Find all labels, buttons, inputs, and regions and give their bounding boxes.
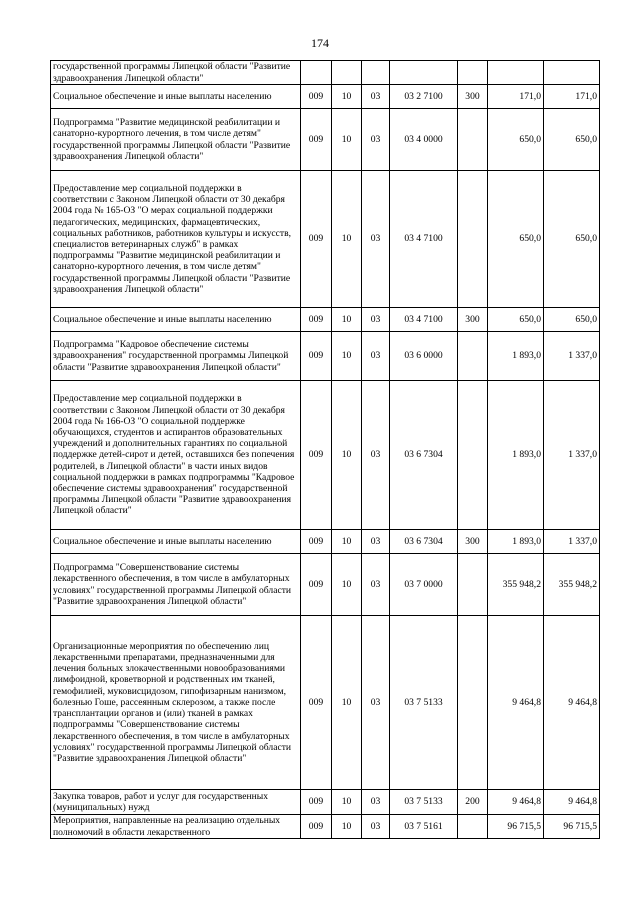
row-expense-type-code: 300 bbox=[458, 530, 488, 554]
page-number: 174 bbox=[311, 36, 329, 50]
row-grbs-code: 009 bbox=[301, 85, 332, 109]
row-section-code: 10 bbox=[332, 381, 362, 530]
row-expense-type-code: 200 bbox=[458, 790, 488, 815]
row-grbs-code: 009 bbox=[301, 616, 332, 790]
row-amount-1: 650,0 bbox=[488, 308, 544, 332]
row-section-code bbox=[332, 61, 362, 85]
row-name: Подпрограмма "Совершенствование системы лекарственного обеспечения, в том числе в амбулаторных условиях" государственной программы Липецкой области "Развитие здравоохранения Липецкой области" bbox=[51, 554, 301, 616]
row-subsection-code: 03 bbox=[362, 332, 390, 381]
row-amount-2: 9 464,8 bbox=[544, 790, 600, 815]
row-grbs-code: 009 bbox=[301, 109, 332, 171]
row-subsection-code: 03 bbox=[362, 616, 390, 790]
row-grbs-code: 009 bbox=[301, 530, 332, 554]
row-name: Подпрограмма "Развитие медицинской реабилитации и санаторно-курортного лечения, в том числе детям" государственной программы Липецкой области "Развитие здравоохранения Липецкой области" bbox=[51, 109, 301, 171]
row-amount-2: 1 337,0 bbox=[544, 530, 600, 554]
row-subsection-code: 03 bbox=[362, 85, 390, 109]
row-expense-type-code bbox=[458, 554, 488, 616]
row-name: Предоставление мер социальной поддержки в соответствии с Законом Липецкой области от 30 декабря 2004 года № 165-ОЗ "О мерах социальной поддержки педагогических, медицинских, фармацевтических, социальных работников, работников культуры и искусств, специалистов ветеринарных служб" в рамках подпрограммы "Развитие медицинской реабилитации и санаторно-курортного лечения, в том числе детям" государственной программы Липецкой области "Развитие здравоохранения Липецкой области" bbox=[51, 171, 301, 308]
table-row bbox=[51, 171, 600, 308]
row-amount-1: 1 893,0 bbox=[488, 332, 544, 381]
row-target-article-code: 03 6 0000 bbox=[390, 332, 458, 381]
row-section-code: 10 bbox=[332, 815, 362, 839]
row-name: Социальное обеспечение и иные выплаты населению bbox=[51, 530, 301, 554]
row-expense-type-code bbox=[458, 109, 488, 171]
row-amount-2: 355 948,2 bbox=[544, 554, 600, 616]
row-subsection-code: 03 bbox=[362, 790, 390, 815]
row-name: Социальное обеспечение и иные выплаты населению bbox=[51, 308, 301, 332]
row-subsection-code: 03 bbox=[362, 109, 390, 171]
row-grbs-code: 009 bbox=[301, 332, 332, 381]
row-subsection-code bbox=[362, 61, 390, 85]
row-expense-type-code: 300 bbox=[458, 308, 488, 332]
row-grbs-code: 009 bbox=[301, 308, 332, 332]
row-name: Предоставление мер социальной поддержки в соответствии с Законом Липецкой области от 30 декабря 2004 года № 166-ОЗ "О социальной поддержке обучающихся, студентов и аспирантов образовательных учреждений и дополнительных гарантиях по социальной поддержке детей-сирот и детей, оставшихся без попечения родителей, в Липецкой области" в части иных видов социальной поддержки в рамках подпрограммы "Кадровое обеспечение системы здравоохранения" государственной программы Липецкой области "Развитие здравоохранения Липецкой области" bbox=[51, 381, 301, 530]
row-expense-type-code: 300 bbox=[458, 85, 488, 109]
row-target-article-code: 03 7 5133 bbox=[390, 616, 458, 790]
row-name: Закупка товаров, работ и услуг для государственных (муниципальных) нужд bbox=[51, 790, 301, 815]
row-grbs-code: 009 bbox=[301, 381, 332, 530]
row-name: Организационные мероприятия по обеспечению лиц лекарственными препаратами, предназначенными для лечения больных злокачественными новообразованиями лимфоидной, кроветворной и родственных им тканей, гемофилией, муковисцидозом, гипофизарным нанизмом, болезнью Гоше, рассеянным склерозом, а также после трансплантации органов и (или) тканей в рамках подпрограммы "Совершенствование системы лекарственного обеспечения, в том числе в амбулаторных условиях" государственной программы Липецкой области "Развитие здравоохранения Липецкой области" bbox=[51, 616, 301, 790]
row-grbs-code: 009 bbox=[301, 815, 332, 839]
row-amount-1: 9 464,8 bbox=[488, 616, 544, 790]
table-row bbox=[51, 61, 600, 85]
row-expense-type-code bbox=[458, 381, 488, 530]
row-subsection-code: 03 bbox=[362, 308, 390, 332]
row-amount-1: 650,0 bbox=[488, 171, 544, 308]
row-amount-1: 1 893,0 bbox=[488, 530, 544, 554]
table-row bbox=[51, 815, 600, 839]
row-amount-1: 171,0 bbox=[488, 85, 544, 109]
row-amount-1: 355 948,2 bbox=[488, 554, 544, 616]
row-section-code: 10 bbox=[332, 790, 362, 815]
row-name: Социальное обеспечение и иные выплаты населению bbox=[51, 85, 301, 109]
row-section-code: 10 bbox=[332, 554, 362, 616]
table-row bbox=[51, 308, 600, 332]
row-section-code: 10 bbox=[332, 109, 362, 171]
table-row bbox=[51, 530, 600, 554]
table-row bbox=[51, 109, 600, 171]
row-amount-2: 650,0 bbox=[544, 308, 600, 332]
row-amount-2: 1 337,0 bbox=[544, 332, 600, 381]
table-row bbox=[51, 790, 600, 815]
row-grbs-code: 009 bbox=[301, 171, 332, 308]
row-target-article-code: 03 2 7100 bbox=[390, 85, 458, 109]
row-amount-2: 650,0 bbox=[544, 109, 600, 171]
row-amount-1 bbox=[488, 61, 544, 85]
row-name: Подпрограмма "Кадровое обеспечение системы здравоохранения" государственной программы Липецкой области "Развитие здравоохранения Липецкой области" bbox=[51, 332, 301, 381]
table-row bbox=[51, 85, 600, 109]
row-target-article-code: 03 4 7100 bbox=[390, 171, 458, 308]
row-subsection-code: 03 bbox=[362, 554, 390, 616]
row-amount-2: 1 337,0 bbox=[544, 381, 600, 530]
row-amount-2: 171,0 bbox=[544, 85, 600, 109]
row-amount-2 bbox=[544, 61, 600, 85]
row-target-article-code: 03 4 7100 bbox=[390, 308, 458, 332]
row-section-code: 10 bbox=[332, 308, 362, 332]
table-row bbox=[51, 616, 600, 790]
row-subsection-code: 03 bbox=[362, 171, 390, 308]
row-subsection-code: 03 bbox=[362, 815, 390, 839]
budget-table bbox=[50, 60, 600, 839]
row-target-article-code: 03 4 0000 bbox=[390, 109, 458, 171]
row-grbs-code bbox=[301, 61, 332, 85]
row-section-code: 10 bbox=[332, 530, 362, 554]
row-section-code: 10 bbox=[332, 171, 362, 308]
row-name: Мероприятия, направленные на реализацию отдельных полномочий в области лекарственного bbox=[51, 815, 301, 839]
row-subsection-code: 03 bbox=[362, 381, 390, 530]
row-amount-1: 96 715,5 bbox=[488, 815, 544, 839]
row-target-article-code: 03 7 5161 bbox=[390, 815, 458, 839]
row-section-code: 10 bbox=[332, 332, 362, 381]
row-grbs-code: 009 bbox=[301, 554, 332, 616]
row-subsection-code: 03 bbox=[362, 530, 390, 554]
row-name: государственной программы Липецкой области "Развитие здравоохранения Липецкой области" bbox=[51, 61, 301, 85]
table-row bbox=[51, 554, 600, 616]
row-target-article-code: 03 6 7304 bbox=[390, 530, 458, 554]
row-grbs-code: 009 bbox=[301, 790, 332, 815]
row-target-article-code bbox=[390, 61, 458, 85]
row-expense-type-code bbox=[458, 61, 488, 85]
row-section-code: 10 bbox=[332, 85, 362, 109]
row-target-article-code: 03 7 5133 bbox=[390, 790, 458, 815]
row-section-code: 10 bbox=[332, 616, 362, 790]
row-amount-1: 1 893,0 bbox=[488, 381, 544, 530]
row-amount-1: 650,0 bbox=[488, 109, 544, 171]
table-row bbox=[51, 381, 600, 530]
row-expense-type-code bbox=[458, 815, 488, 839]
row-target-article-code: 03 7 0000 bbox=[390, 554, 458, 616]
row-expense-type-code bbox=[458, 332, 488, 381]
table-row bbox=[51, 332, 600, 381]
row-target-article-code: 03 6 7304 bbox=[390, 381, 458, 530]
row-expense-type-code bbox=[458, 171, 488, 308]
row-amount-2: 650,0 bbox=[544, 171, 600, 308]
row-amount-1: 9 464,8 bbox=[488, 790, 544, 815]
row-amount-2: 9 464,8 bbox=[544, 616, 600, 790]
row-expense-type-code bbox=[458, 616, 488, 790]
row-amount-2: 96 715,5 bbox=[544, 815, 600, 839]
